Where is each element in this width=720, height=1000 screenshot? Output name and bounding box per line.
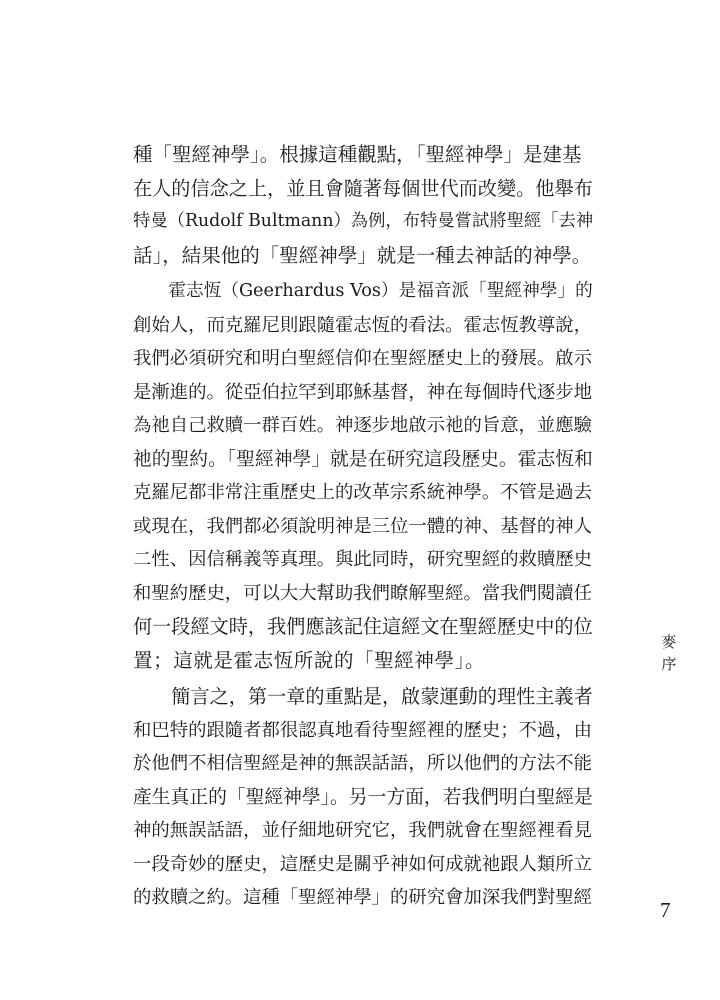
side-label-char: 麥 (661, 633, 677, 651)
text-line: 為祂自己救贖一群百姓。神逐步地啟示祂的旨意，並應驗 (133, 415, 592, 436)
text-line: 一段奇妙的歷史，這歷史是關乎神如何成就祂跟人類所立 (133, 853, 592, 875)
text-line: 是漸進的。從亞伯拉罕到耶穌基督，神在每個時代逐步地 (133, 381, 592, 403)
text-line: 種「聖經神學」。根據這種觀點，「聖經神學」是建基 (133, 143, 582, 166)
text-line: 祂的聖約。「聖經神學」就是在研究這段歷史。霍志恆和 (133, 448, 593, 470)
text-line: 和聖約歷史，可以大大幫助我們瞭解聖經。當我們閱讀任 (133, 582, 592, 604)
text-line: 簡言之，第一章的重點是，啟蒙運動的理性主義者 (133, 685, 593, 708)
text-line: 產生真正的「聖經神學」。另一方面，若我們明白聖經是 (133, 786, 593, 808)
text-line: 於他們不相信聖經是神的無誤話語，所以他們的方法不能 (133, 753, 592, 774)
text-line: 霍志恆（Geerhardus Vos）是福音派「聖經神學」的 (133, 281, 593, 301)
body-text (133, 138, 593, 915)
text-line: 克羅尼都非常注重歷史上的改革宗系統神學。不管是過去 (133, 482, 592, 503)
text-line: 何一段經文時，我們應該記住這經文在聖經歷史中的位 (133, 615, 593, 638)
text-line: 置；這就是霍志恆所說的「聖經神學」。 (133, 648, 486, 672)
text-line: 二性、因信稱義等真理。與此同時，研究聖經的救贖歷史 (133, 549, 592, 570)
text-line: 在人的信念之上，並且會隨著每個世代而改變。他舉布 (133, 176, 593, 200)
side-label-char: 序 (661, 655, 677, 673)
running-header-vertical (659, 631, 679, 675)
text-line: 和巴特的跟隨者都很認真地看待聖經裡的歷史；不過，由 (133, 719, 592, 741)
text-line: 神的無誤話語，並仔細地研究它，我們就會在聖經裡看見 (133, 820, 592, 841)
text-line: 我們必須研究和明白聖經信仰在聖經歷史上的發展。啟示 (133, 348, 592, 369)
text-line: 話」，結果他的「聖經神學」就是一種去神話的神學。 (133, 243, 592, 267)
text-line: 創始人，而克羅尼則跟隨霍志恆的看法。霍志恆教導說， (133, 314, 592, 336)
page-number: 7 (660, 898, 671, 922)
text-line: 特曼（Rudolf Bultmann）為例，布特曼嘗試將聖經「去神 (133, 211, 594, 231)
text-line: 或現在，我們都必須說明神是三位一體的神、基督的神人 (133, 515, 592, 537)
text-line: 的救贖之約。這種「聖經神學」的研究會加深我們對聖經 (133, 887, 592, 908)
